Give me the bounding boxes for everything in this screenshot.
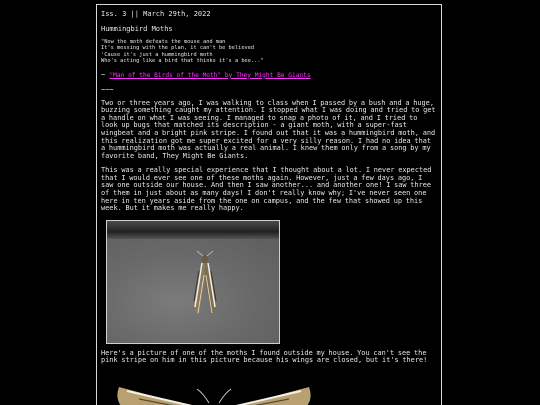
story-paragraph-1: Two or three years ago, I was walking to class when I passed by a bush and a huge, buzzing something caught my attention. I stopped what I was doing and tried to get a handle on what I was seeing. I managed to snap a photo of it, and I tried to look up bugs that matched its description - a giant moth, with a super-fast wingbeat and a bright pink stripe. I found out that it was a hummingbird moth, and this realization got me super excited for a very silly reason. I had no idea that a hummingbird moth was actually a real animal. I knew them only from a song by my favorite band, They Might Be Giants. — [101, 98, 436, 160]
lyrics-line: Who's acting like a bird that thinks it's a bee..." — [101, 58, 264, 65]
song-credit — [101, 71, 437, 80]
moth-wings-photo — [109, 373, 319, 405]
issue-header: Iss. 3 || March 29th, 2022 — [101, 10, 211, 18]
song-credit-prefix: ~ — [101, 70, 110, 79]
moth-wings-open-icon — [109, 373, 319, 405]
newsletter-frame — [96, 4, 442, 405]
section-separator: ~~~ — [101, 85, 114, 94]
photo-caption: Here's a picture of one of the moths I found outside my house. You can't see the pink stripe on him in this picture because his wings are closed, but it's there! — [101, 348, 428, 365]
lyrics-line: "Now the moth defeats the mouse and man — [101, 39, 226, 45]
lyrics-line: 'Cause it's just a hummingbird moth — [101, 51, 213, 58]
story-paragraph-2: This was a really special experience that I thought about a lot. I never expected that I would ever see one of these moths again. However, just a few days ago, I saw one outside our house. And then I saw another... and another one! I saw three of them in just about as many days! I don't really know why; I've never seen one here in ten years aside from the one on campus, and the few that showed up this week. But it makes me really happy. — [101, 166, 432, 213]
lyrics-quote — [101, 39, 437, 65]
issue-title: Hummingbird Moths — [101, 25, 173, 33]
moth-photo — [106, 220, 280, 344]
window-sill — [107, 221, 279, 239]
hummingbird-moth-icon — [185, 251, 225, 321]
song-link[interactable]: "Man of the Birds of the Moth" by They Might Be Giants — [109, 71, 311, 79]
lyrics-line: It's messing with the plan, it can't be believed — [101, 45, 255, 52]
